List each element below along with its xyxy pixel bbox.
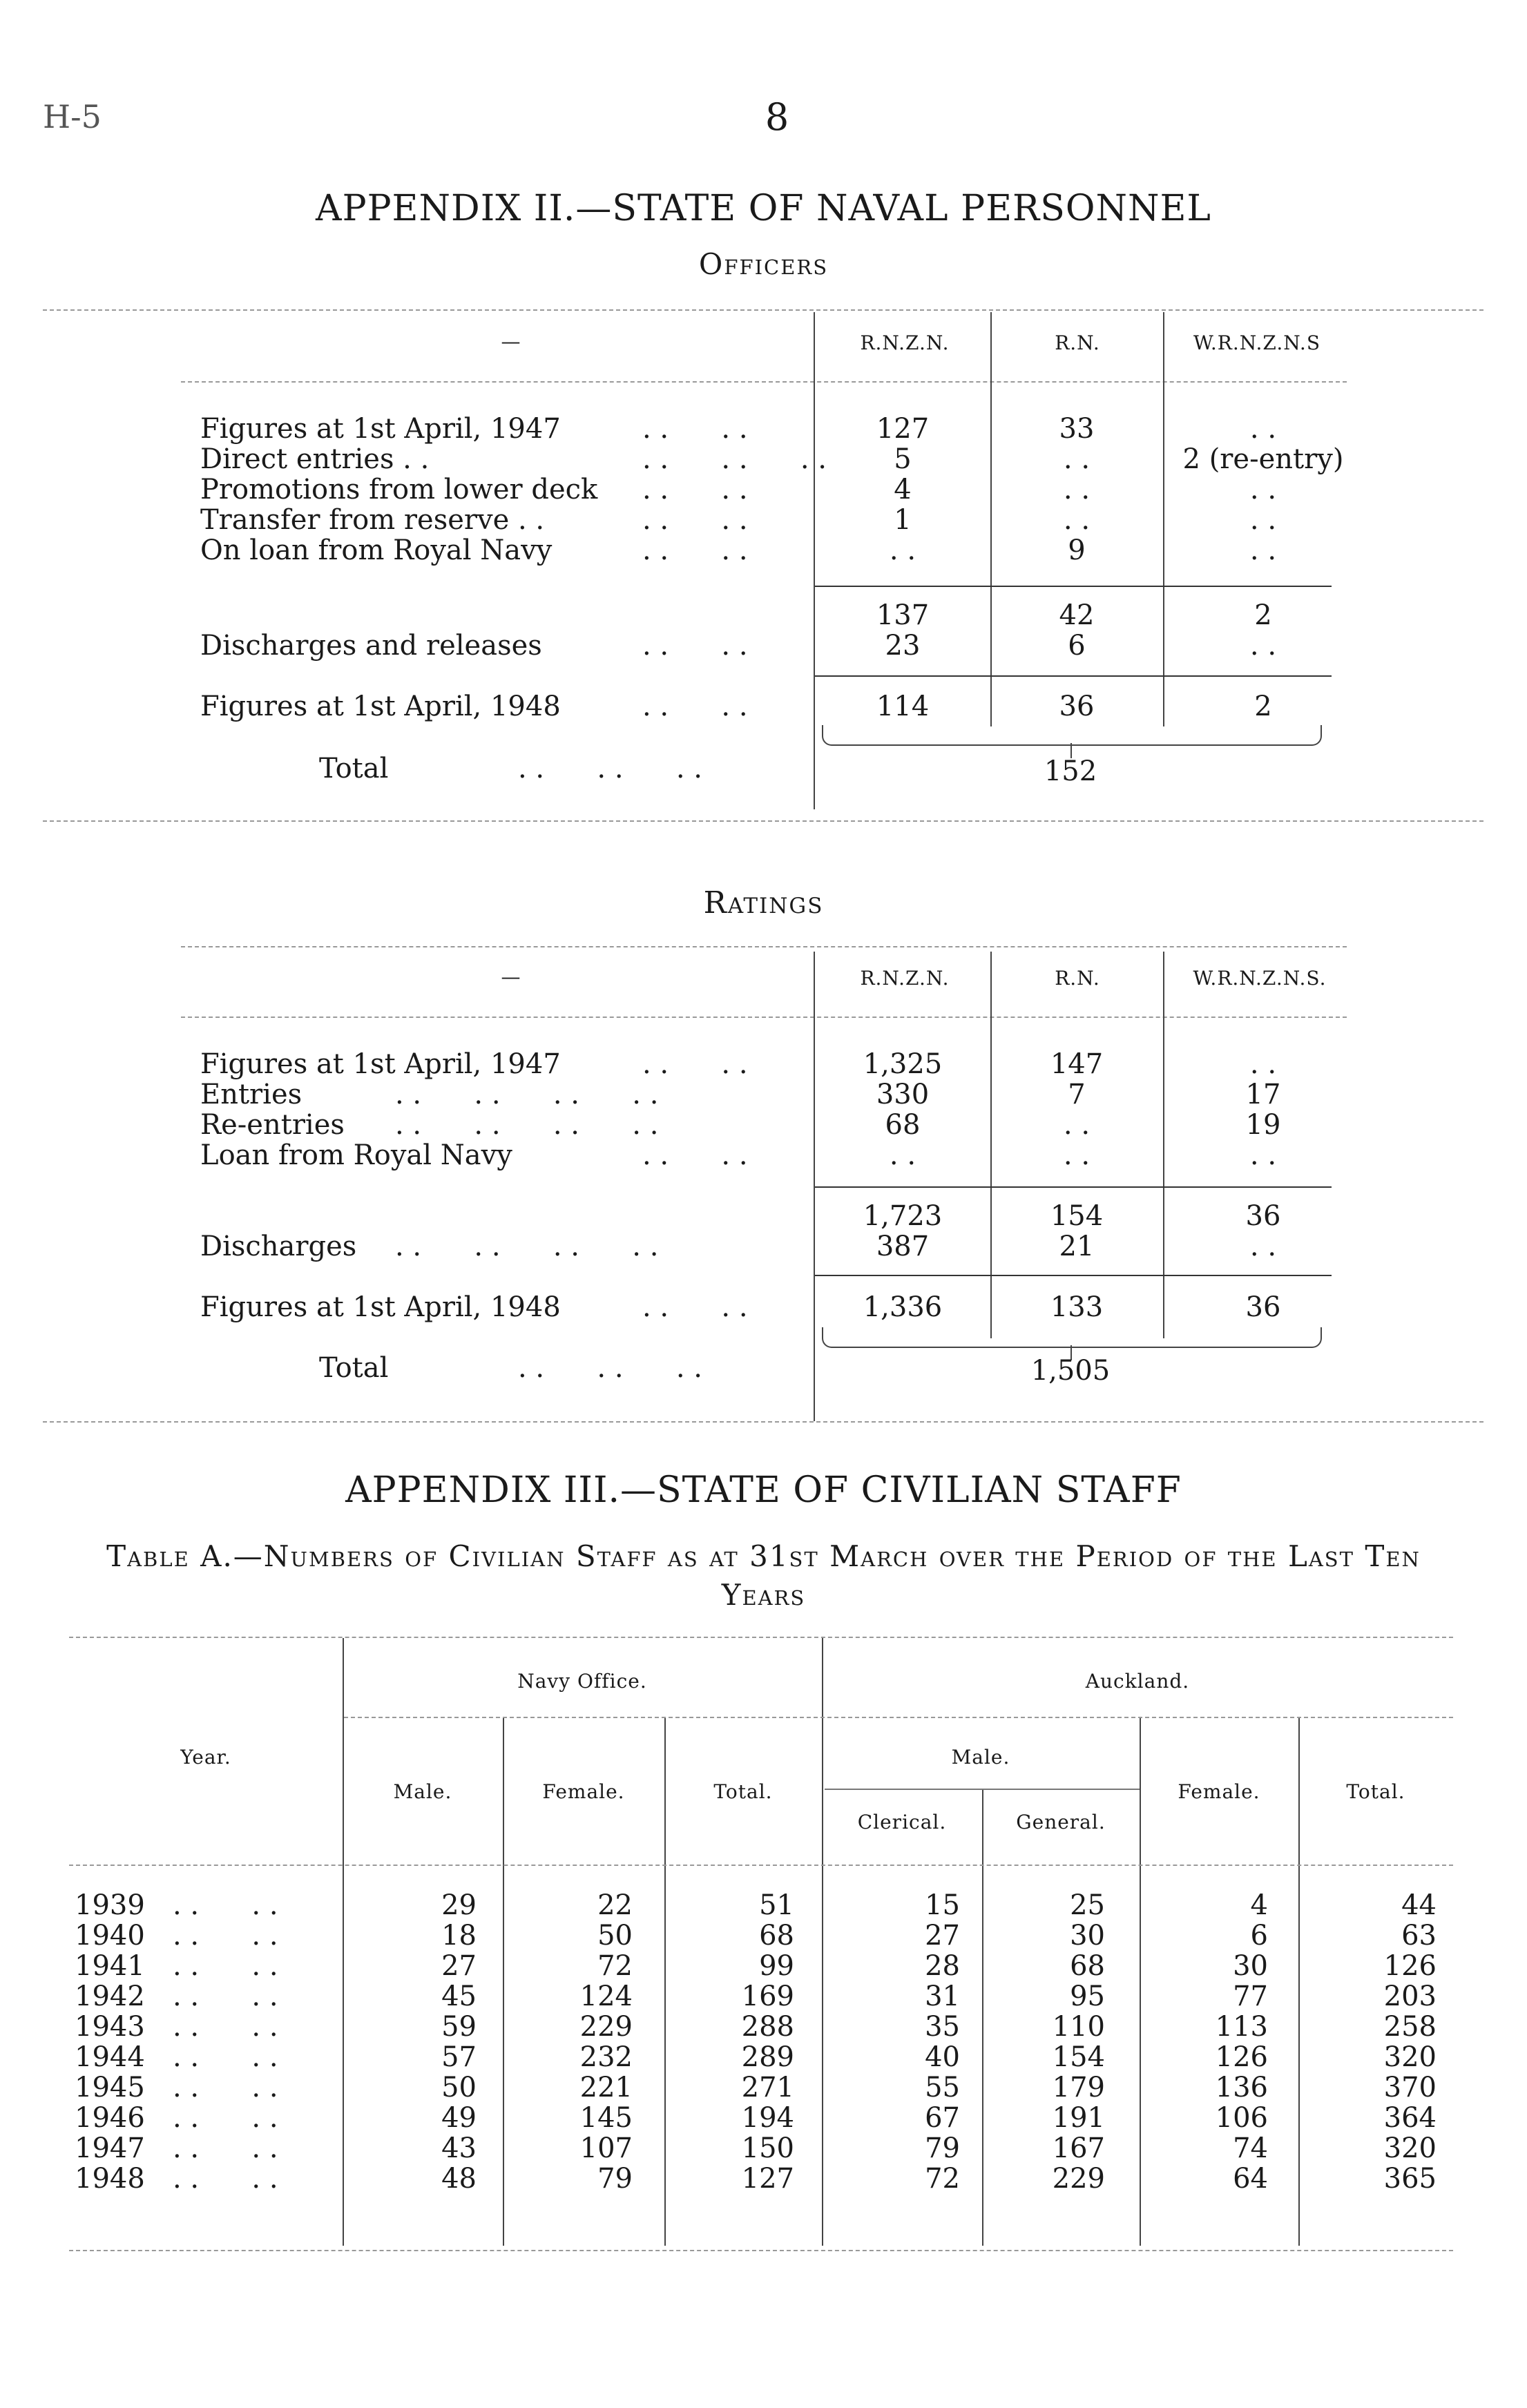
- ratings-row-leader: . . . . . . . .: [395, 1109, 659, 1141]
- civ-cell-auck-female: 126: [1215, 2041, 1268, 2073]
- civ-cell-navy-total: 68: [759, 1920, 794, 1952]
- officers-row-rnzn: 127: [876, 413, 930, 445]
- officers-row-wrnzns: . .: [1249, 534, 1277, 566]
- civ-cell-navy-total: 99: [759, 1950, 794, 1982]
- civ-head-female: Female.: [542, 1780, 625, 1803]
- officers-row-label: On loan from Royal Navy: [200, 534, 553, 566]
- ratings-final-label: Figures at 1st April, 1948: [200, 1291, 561, 1323]
- officers-final-rnzn: 114: [876, 691, 930, 722]
- civ-cell-auck-female: 4: [1250, 1889, 1268, 1921]
- ratings-total-value: 1,505: [1030, 1355, 1111, 1387]
- ratings-row-rnzn: 68: [885, 1109, 921, 1141]
- civ-cell-navy-male: 45: [441, 1981, 477, 2012]
- officers-subtotal-rnzn: 137: [876, 599, 930, 631]
- ratings-total-label: Total: [319, 1352, 389, 1384]
- civ-cell-navy-female: 22: [597, 1889, 633, 1921]
- civ-cell-navy-male: 49: [441, 2102, 477, 2134]
- civ-cell-auck-female: 6: [1250, 1920, 1268, 1952]
- ratings-brace: [822, 1327, 1322, 1348]
- ratings-row-wrnzns: 19: [1245, 1109, 1281, 1141]
- officers-total-value: 152: [1044, 755, 1097, 787]
- civ-vline-navy-end: [822, 1638, 823, 2246]
- civ-row-leader: . . . .: [173, 2102, 278, 2134]
- ratings-bottom-rule: [43, 1421, 1483, 1423]
- civ-cell-auck-general: 25: [1070, 1889, 1105, 1921]
- civ-cell-auck-total: 44: [1401, 1889, 1437, 1921]
- officers-row-leader: . . . .: [642, 504, 748, 536]
- civ-cell-navy-total: 288: [741, 2011, 794, 2043]
- ratings-row-rnzn: . .: [889, 1139, 916, 1171]
- civ-cell-navy-total: 289: [741, 2041, 794, 2073]
- civ-head-total: Total.: [713, 1780, 773, 1803]
- ratings-discharges-leader: . . . . . . . .: [395, 1231, 659, 1262]
- ratings-row-wrnzns: . .: [1249, 1048, 1277, 1080]
- civ-cell-navy-female: 124: [579, 1981, 633, 2012]
- officers-row-leader: . . . .: [642, 534, 748, 566]
- officers-row-label: Figures at 1st April, 1947: [200, 413, 561, 445]
- officers-discharges-label: Discharges and releases: [200, 630, 542, 662]
- ratings-row-rn: 7: [1068, 1079, 1086, 1110]
- civ-cell-auck-general: 30: [1070, 1920, 1105, 1952]
- civ-cell-auck-clerical: 15: [925, 1889, 960, 1921]
- civ-head-rule: [69, 1865, 1453, 1866]
- ratings-discharges-rnzn: 387: [876, 1231, 930, 1262]
- civ-row-leader: . . . .: [173, 1981, 278, 2012]
- civ-row-year: 1940: [75, 1920, 145, 1952]
- officers-discharges-rnzn: 23: [885, 630, 921, 662]
- civ-cell-auck-clerical: 31: [925, 1981, 960, 2012]
- civ-cell-navy-total: 194: [741, 2102, 794, 2134]
- civ-cell-navy-total: 169: [741, 1981, 794, 2012]
- civ-cell-auck-clerical: 35: [925, 2011, 960, 2043]
- civ-head-auckland: Auckland.: [1085, 1670, 1190, 1693]
- officers-subtitle: Officers: [698, 247, 829, 281]
- civ-row-year: 1945: [75, 2072, 145, 2103]
- civ-cell-auck-female: 77: [1233, 1981, 1268, 2012]
- civ-cell-auck-total: 258: [1383, 2011, 1437, 2043]
- officers-total-leader: . . . . . .: [518, 753, 703, 784]
- civ-head-auck-total: Total.: [1346, 1780, 1405, 1803]
- officers-row-label: Promotions from lower deck: [200, 474, 598, 505]
- civ-vline-year: [343, 1638, 344, 2246]
- civ-head-clerical: Clerical.: [857, 1811, 947, 1833]
- civ-cell-auck-total: 370: [1383, 2072, 1437, 2103]
- table-a-title: Table A.—Numbers of Civilian Staff as at 31st March over the Period of the Last Ten Years: [106, 1539, 1421, 1612]
- officers-row-rnzn: . .: [889, 534, 916, 566]
- officers-row-wrnzns: . .: [1249, 504, 1277, 536]
- ratings-final-rule: [815, 1275, 1332, 1276]
- officers-row-rn: . .: [1063, 504, 1091, 536]
- civ-cell-navy-male: 57: [441, 2041, 477, 2073]
- officers-row-leader: . . . .: [642, 413, 748, 445]
- civ-row-year: 1939: [75, 1889, 145, 1921]
- ratings-row-label: Loan from Royal Navy: [200, 1139, 512, 1171]
- civ-cell-navy-total: 127: [741, 2163, 794, 2195]
- ratings-row-label: Entries: [200, 1079, 302, 1110]
- civ-cell-auck-general: 110: [1052, 2011, 1105, 2043]
- civ-row-leader: . . . .: [173, 1889, 278, 1921]
- civ-male-rule: [825, 1789, 1140, 1790]
- civ-row-leader: . . . .: [173, 2011, 278, 2043]
- officers-row-rn: . .: [1063, 474, 1091, 505]
- ratings-final-rnzn: 1,336: [863, 1291, 943, 1323]
- officers-final-wrnzns: 2: [1254, 691, 1272, 722]
- officers-row-rnzn: 5: [894, 443, 912, 475]
- ratings-subtotal-rule: [815, 1186, 1332, 1188]
- civ-vline-clerical: [982, 1790, 983, 2246]
- officers-row-rnzn: 1: [894, 504, 912, 536]
- civ-row-leader: . . . .: [173, 1920, 278, 1952]
- civ-cell-navy-female: 107: [579, 2132, 633, 2164]
- officers-discharges-rn: 6: [1068, 630, 1086, 662]
- civ-cell-navy-male: 48: [441, 2163, 477, 2195]
- ratings-final-rn: 133: [1050, 1291, 1104, 1323]
- ratings-subtotal-rn: 154: [1050, 1200, 1104, 1232]
- civ-row-leader: . . . .: [173, 1950, 278, 1982]
- officers-bottom-rule: [43, 820, 1483, 822]
- civ-cell-auck-total: 203: [1383, 1981, 1437, 2012]
- ratings-row-leader: . . . . . . . .: [395, 1079, 659, 1110]
- civ-cell-auck-total: 364: [1383, 2102, 1437, 2134]
- ratings-discharges-rn: 21: [1059, 1231, 1095, 1262]
- civ-cell-auck-total: 320: [1383, 2041, 1437, 2073]
- civ-cell-auck-general: 191: [1052, 2102, 1105, 2134]
- civ-row-year: 1942: [75, 1981, 145, 2012]
- officers-row-leader: . . . . . .: [642, 443, 827, 475]
- civ-row-leader: . . . .: [173, 2132, 278, 2164]
- civ-row-leader: . . . .: [173, 2163, 278, 2195]
- officers-row-wrnzns: . .: [1249, 413, 1277, 445]
- ratings-row-rnzn: 1,325: [863, 1048, 943, 1080]
- civ-head-year: Year.: [180, 1746, 231, 1769]
- ratings-subtitle: Ratings: [703, 885, 824, 921]
- civ-cell-navy-male: 29: [441, 1889, 477, 1921]
- officers-discharges-wrnzns: . .: [1249, 630, 1277, 662]
- civ-cell-navy-female: 72: [597, 1950, 633, 1982]
- civ-cell-navy-male: 59: [441, 2011, 477, 2043]
- civ-cell-navy-male: 27: [441, 1950, 477, 1982]
- civ-cell-auck-total: 63: [1401, 1920, 1437, 1952]
- ratings-row-rnzn: 330: [876, 1079, 930, 1110]
- civ-head-navy-office: Navy Office.: [517, 1670, 647, 1693]
- civ-cell-auck-total: 320: [1383, 2132, 1437, 2164]
- civ-cell-auck-clerical: 28: [925, 1950, 960, 1982]
- ratings-row-rn: . .: [1063, 1139, 1091, 1171]
- civ-cell-auck-female: 106: [1215, 2102, 1268, 2134]
- ratings-subtotal-rnzn: 1,723: [863, 1200, 943, 1232]
- civ-row-year: 1948: [75, 2163, 145, 2195]
- civ-cell-auck-general: 167: [1052, 2132, 1105, 2164]
- ratings-row-rn: 147: [1050, 1048, 1104, 1080]
- officers-subtotal-rule: [815, 586, 1332, 587]
- officers-row-label: Transfer from reserve . .: [200, 504, 545, 536]
- ratings-row-wrnzns: 17: [1245, 1079, 1281, 1110]
- civ-row-year: 1946: [75, 2102, 145, 2134]
- officers-col-dash: —: [501, 330, 521, 353]
- civ-cell-navy-female: 50: [597, 1920, 633, 1952]
- civ-cell-auck-female: 64: [1233, 2163, 1268, 2195]
- ratings-total-leader: . . . . . .: [518, 1352, 703, 1384]
- civ-cell-auck-female: 113: [1215, 2011, 1268, 2043]
- ratings-head-rule: [181, 1017, 1347, 1018]
- ratings-discharges-wrnzns: . .: [1249, 1231, 1277, 1262]
- ratings-row-label: Re-entries: [200, 1109, 345, 1141]
- civ-cell-navy-male: 18: [441, 1920, 477, 1952]
- civ-cell-navy-female: 232: [579, 2041, 633, 2073]
- civ-cell-auck-total: 126: [1383, 1950, 1437, 1982]
- civ-head-male: Male.: [393, 1780, 452, 1803]
- ratings-col-wrnzns: W.R.N.Z.N.S.: [1193, 967, 1327, 990]
- appendix-iii-title: APPENDIX III.—STATE OF CIVILIAN STAFF: [345, 1470, 1182, 1511]
- ratings-col-rnzn: R.N.Z.N.: [860, 967, 950, 990]
- ratings-row-leader: . . . .: [642, 1048, 748, 1080]
- officers-discharges-leader: . . . .: [642, 630, 748, 662]
- officers-row-label: Direct entries . .: [200, 443, 430, 475]
- civ-row-year: 1944: [75, 2041, 145, 2073]
- civ-cell-auck-female: 74: [1233, 2132, 1268, 2164]
- civ-row-year: 1943: [75, 2011, 145, 2043]
- officers-top-rule: [43, 309, 1483, 311]
- ratings-subtotal-wrnzns: 36: [1245, 1200, 1281, 1232]
- officers-subtotal-wrnzns: 2: [1254, 599, 1272, 631]
- officers-row-rn: 9: [1068, 534, 1086, 566]
- ratings-row-label: Figures at 1st April, 1947: [200, 1048, 561, 1080]
- civ-cell-auck-clerical: 67: [925, 2102, 960, 2134]
- officers-final-rule: [815, 675, 1332, 677]
- civ-row-leader: . . . .: [173, 2041, 278, 2073]
- civ-head-auck-female: Female.: [1178, 1780, 1260, 1803]
- civ-cell-auck-female: 136: [1215, 2072, 1268, 2103]
- ratings-top-rule: [181, 946, 1347, 947]
- appendix-ii-title: APPENDIX II.—STATE OF NAVAL PERSONNEL: [316, 188, 1211, 229]
- civ-cell-auck-total: 365: [1383, 2163, 1437, 2195]
- civ-cell-navy-female: 79: [597, 2163, 633, 2195]
- officers-col-rnzn: R.N.Z.N.: [860, 331, 950, 354]
- ratings-col-rn: R.N.: [1055, 967, 1100, 990]
- officers-row-wrnzns: . .: [1249, 474, 1277, 505]
- ratings-row-rn: . .: [1063, 1109, 1091, 1141]
- officers-final-rn: 36: [1059, 691, 1095, 722]
- civ-cell-navy-female: 229: [579, 2011, 633, 2043]
- ratings-col-dash: —: [501, 965, 521, 988]
- civ-cell-auck-general: 154: [1052, 2041, 1105, 2073]
- civ-cell-auck-clerical: 40: [925, 2041, 960, 2073]
- civ-cell-auck-female: 30: [1233, 1950, 1268, 1982]
- officers-brace: [822, 725, 1322, 746]
- officers-row-rnzn: 4: [894, 474, 912, 505]
- civ-cell-navy-total: 150: [741, 2132, 794, 2164]
- officers-final-label: Figures at 1st April, 1948: [200, 691, 561, 722]
- page-number: 8: [765, 95, 789, 139]
- officers-total-label: Total: [319, 753, 389, 784]
- civ-head-auck-male: Male.: [951, 1746, 1010, 1769]
- ratings-row-leader: . . . .: [642, 1139, 748, 1171]
- ratings-final-wrnzns: 36: [1245, 1291, 1281, 1323]
- civ-cell-navy-total: 51: [759, 1889, 794, 1921]
- civ-cell-navy-female: 145: [579, 2102, 633, 2134]
- ratings-row-wrnzns: . .: [1249, 1139, 1277, 1171]
- officers-row-rn: 33: [1059, 413, 1095, 445]
- civ-cell-auck-clerical: 72: [925, 2163, 960, 2195]
- civ-row-year: 1947: [75, 2132, 145, 2164]
- ratings-final-leader: . . . .: [642, 1291, 748, 1323]
- civ-cell-navy-male: 43: [441, 2132, 477, 2164]
- officers-col-rn: R.N.: [1055, 331, 1100, 354]
- page-ref: H-5: [43, 98, 102, 135]
- civ-bottom-rule: [69, 2250, 1453, 2251]
- ratings-discharges-label: Discharges: [200, 1231, 357, 1262]
- civ-cell-auck-general: 68: [1070, 1950, 1105, 1982]
- officers-subtotal-rn: 42: [1059, 599, 1095, 631]
- civ-cell-auck-general: 179: [1052, 2072, 1105, 2103]
- officers-row-wrnzns: 2 (re-entry): [1182, 443, 1344, 475]
- officers-head-rule: [181, 381, 1347, 383]
- officers-col-wrnzns: W.R.N.Z.N.S: [1193, 331, 1321, 354]
- civ-row-year: 1941: [75, 1950, 145, 1982]
- civ-cell-auck-general: 95: [1070, 1981, 1105, 2012]
- civ-cell-navy-male: 50: [441, 2072, 477, 2103]
- civ-cell-auck-general: 229: [1052, 2163, 1105, 2195]
- civ-row-leader: . . . .: [173, 2072, 278, 2103]
- officers-final-leader: . . . .: [642, 691, 748, 722]
- civ-top-rule: [69, 1637, 1453, 1638]
- officers-row-leader: . . . .: [642, 474, 748, 505]
- officers-row-rn: . .: [1063, 443, 1091, 475]
- civ-head-general: General.: [1016, 1811, 1106, 1833]
- civ-mid-rule: [344, 1717, 1453, 1718]
- civ-cell-auck-clerical: 55: [925, 2072, 960, 2103]
- civ-cell-auck-clerical: 27: [925, 1920, 960, 1952]
- civ-cell-auck-clerical: 79: [925, 2132, 960, 2164]
- civ-cell-navy-total: 271: [741, 2072, 794, 2103]
- civ-cell-navy-female: 221: [579, 2072, 633, 2103]
